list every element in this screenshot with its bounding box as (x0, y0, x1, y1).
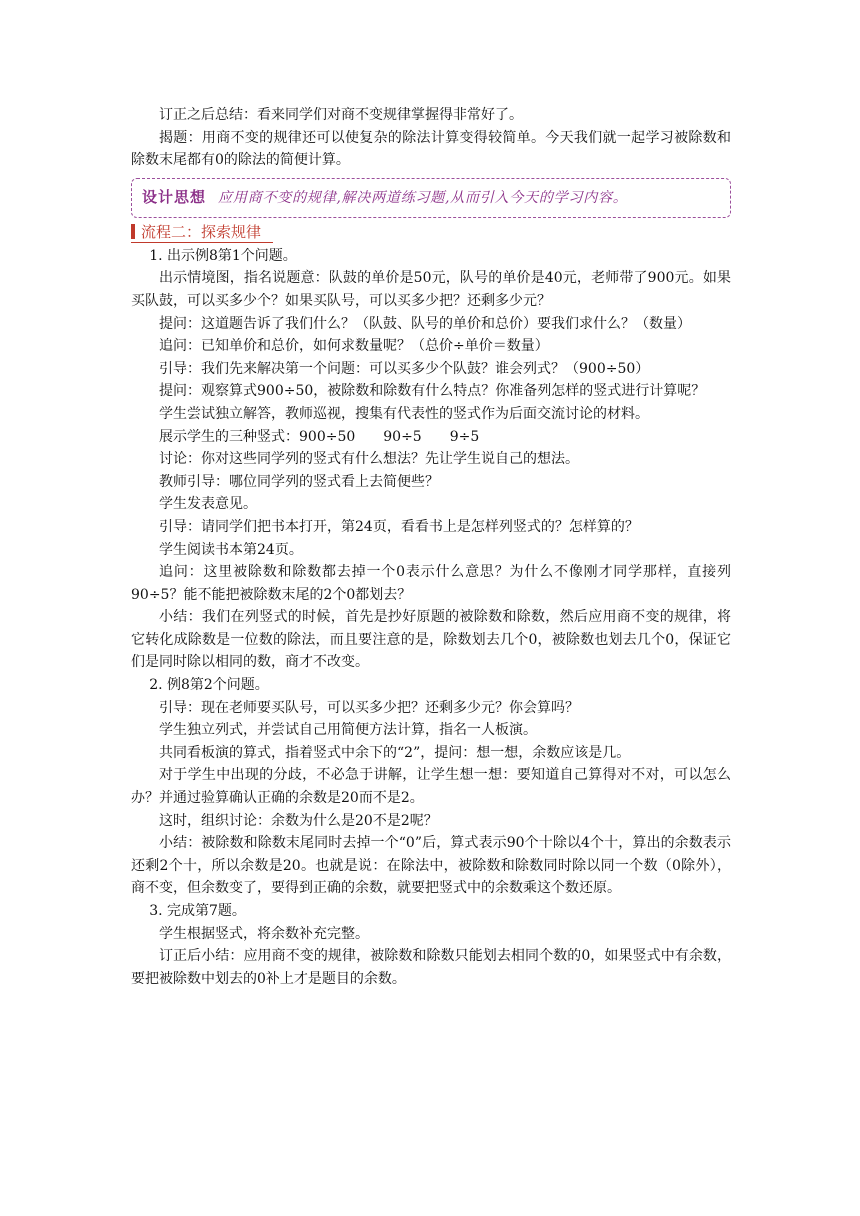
design-idea-title: 设计思想 (142, 188, 207, 207)
section-title: 流程二：探索规律 (141, 223, 262, 242)
paragraph: 引导：请同学们把书本打开，第24页，看看书上是怎样列竖式的？怎样算的？ (159, 518, 639, 535)
paragraph: 提问：这道题告诉了我们什么？（队鼓、队号的单价和总价）要我们求什么？（数量） (159, 315, 691, 332)
paragraph: 引导：现在老师要买队号，可以买多少把？还剩多少元？你会算吗？ (159, 699, 579, 716)
paragraph-summary: 订正之后总结：看来同学们对商不变规律掌握得非常好了。 (159, 107, 523, 123)
section-marker-icon (131, 224, 135, 239)
paragraph: 展示学生的三种竖式：900÷50 90÷5 9÷5 (159, 428, 480, 445)
paragraph: 追问：已知单价和总价，如何求数量呢？（总价÷单价＝数量） (159, 338, 549, 355)
paragraph: 提问：观察算式900÷50，被除数和除数有什么特点？你准备列怎样的竖式进行计算呢？ (159, 383, 706, 400)
paragraph: 学生独立列式，并尝试自己用简便方法计算，指名一人板演。 (159, 722, 537, 739)
paragraph: 学生阅读书本第24页。 (159, 541, 303, 558)
paragraph: 学生尝试独立解答，教师巡视，搜集有代表性的竖式作为后面交流讨论的材料。 (159, 405, 649, 422)
paragraph: 引导：我们先来解决第一个问题：可以买多少个队鼓？谁会列式？（900÷50） (159, 360, 650, 377)
paragraph: 对于学生中出现的分歧，不必急于讲解，让学生想一想：要知道自己算得对不对，可以怎么办？并通过验算确认正确的余数是20而不是2。 (131, 767, 731, 807)
paragraph: 1. 出示例8第1个问题。 (149, 247, 297, 264)
design-idea-box (131, 178, 731, 218)
paragraph: 学生根据竖式，将余数补充完整。 (159, 925, 369, 942)
paragraph: 教师引导：哪位同学列的竖式看上去简便些？ (159, 473, 439, 490)
paragraph: 出示情境图，指名说题意：队鼓的单价是50元，队号的单价是40元，老师带了900元。如果买队鼓，可以买多少个？如果买队号，可以买多少把？还剩多少元？ (131, 270, 731, 309)
paragraph: 2. 例8第2个问题。 (149, 677, 269, 694)
design-idea-text: 应用商不变的规律,解决两道练习题,从而引入今天的学习内容。 (218, 189, 628, 206)
paragraph: 这时，组织讨论：余数为什么是20不是2呢？ (159, 812, 438, 829)
paragraph: 小结：被除数和除数末尾同时去掉一个“0”后，算式表示90个十除以4个十，算出的余数表示还剩2个十，所以余数是20。也就是说：在除法中，被除数和除数同时除以同一个数（0除外），商不变，但余数变了，要得到正确的余数，就要把竖式中的余数乘这个数还原。 (131, 835, 731, 897)
paragraph: 讨论：你对这些同学列的竖式有什么想法？先让学生说自己的想法。 (159, 451, 579, 468)
paragraph-topic: 揭题：用商不变的规律还可以使复杂的除法计算变得较简单。今天我们就一起学习被除数和除数末尾都有0的除法的简便计算。 (131, 129, 731, 169)
paragraph: 订正后小结：应用商不变的规律，被除数和除数只能划去相同个数的0，如果竖式中有余数，要把被除数中划去的0补上才是题目的余数。 (131, 948, 731, 987)
document-page (131, 104, 731, 990)
paragraph: 共同看板演的算式，指着竖式中余下的“2”，提问：想一想，余数应该是几。 (159, 744, 631, 761)
paragraph: 追问：这里被除数和除数都去掉一个0表示什么意思？为什么不像刚才同学那样，直接列90÷5？能不能把被除数末尾的2个0都划去？ (131, 564, 731, 603)
paragraph: 3. 完成第7题。 (149, 903, 246, 919)
paragraph: 小结：我们在列竖式的时候，首先是抄好原题的被除数和除数，然后应用商不变的规律，将它转化成除数是一位数的除法，而且要注意的是，除数划去几个0，被除数也划去几个0，保证它们是同时除以相同的数，商才不改变。 (131, 609, 731, 671)
paragraph: 学生发表意见。 (159, 496, 257, 513)
section-heading (131, 222, 273, 243)
